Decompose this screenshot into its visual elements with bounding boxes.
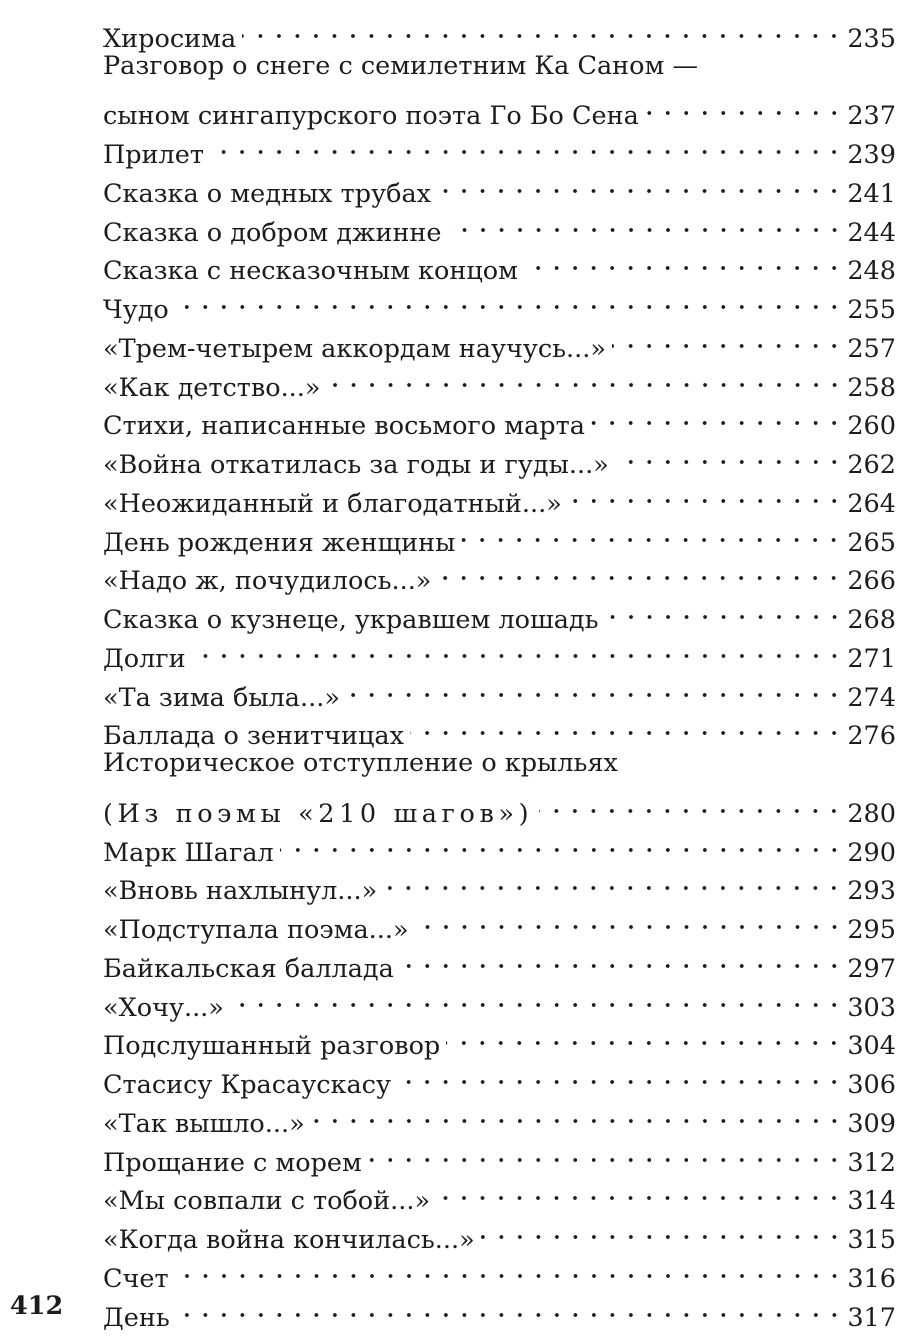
toc-entry-page-number: 293: [847, 872, 896, 911]
toc-entry: [103, 628, 896, 667]
toc-entry-page-number: 309: [847, 1105, 896, 1144]
toc-entry-page-number: 237: [847, 97, 896, 136]
dot-leader: [192, 628, 844, 667]
toc-entry-page-number: 248: [847, 252, 896, 291]
toc-entry-page-number: 239: [847, 136, 896, 175]
toc-entry-title: Историческое отступление о крыльях: [103, 744, 618, 783]
dot-leader: [568, 473, 844, 512]
dot-leader: [383, 861, 843, 900]
toc-entry-title: сыном сингапурского поэта Го Бо Сена: [103, 97, 639, 136]
dot-leader: [461, 512, 843, 551]
toc-entry-title: Байкальская баллада: [103, 950, 394, 989]
toc-entry: [103, 279, 896, 318]
toc-entry-title: Сказка с несказочным концом: [103, 252, 518, 291]
toc-entry-page-number: 276: [847, 717, 896, 756]
dot-leader: [446, 1016, 843, 1055]
toc-entry: [103, 744, 896, 822]
toc-entry-title: «Надо ж, почудилось...»: [103, 562, 431, 601]
toc-entry-title: «Хочу...»: [103, 989, 224, 1028]
toc-entry-page-number: 260: [847, 407, 896, 446]
dot-leader: [415, 899, 844, 938]
dot-leader: [481, 1209, 844, 1248]
toc-entry-page-number: 297: [847, 950, 896, 989]
dot-leader: [230, 977, 843, 1016]
toc-entry-line: [103, 124, 896, 163]
toc-entry-title: «Вновь нахлынул...»: [103, 872, 377, 911]
toc-entry-title: Прилет: [103, 136, 204, 175]
toc-entry-title: «Когда война кончилась...»: [103, 1221, 475, 1260]
toc-entry-title: Хиросима: [103, 20, 236, 59]
toc-entry-page-number: 266: [847, 562, 896, 601]
toc-entry-title: Подслушанный разговор: [103, 1027, 440, 1066]
dot-leader: [612, 318, 843, 357]
toc-entry-page-number: 264: [847, 485, 896, 524]
dot-leader: [615, 434, 844, 473]
toc-entry-page-number: 290: [847, 834, 896, 873]
dot-leader: [175, 1248, 844, 1287]
toc-entry-page-number: 306: [847, 1066, 896, 1105]
toc-entry-title: «Подступала поэма...»: [103, 911, 409, 950]
dot-leader: [591, 396, 843, 435]
toc-entry-page-number: 257: [847, 330, 896, 369]
toc-entry-page-number: 304: [847, 1027, 896, 1066]
toc-entry-title: День рождения женщины: [103, 524, 455, 563]
toc-entry-line: [103, 744, 896, 783]
toc-entry-line: [103, 279, 896, 318]
toc-entry-title: Сказка о добром джинне: [103, 214, 442, 253]
toc-entry-page-number: 268: [847, 601, 896, 640]
dot-leader: [605, 589, 844, 628]
toc-entry-title: «Как детство...»: [103, 369, 321, 408]
toc-entry-line: [103, 783, 896, 822]
toc-entry-title: «Неожиданный и благодатный...»: [103, 485, 562, 524]
dot-leader: [645, 86, 844, 125]
dot-leader: [327, 357, 844, 396]
page-number: 412: [10, 1287, 63, 1326]
toc-entry-line: [103, 47, 896, 86]
toc-entry: [103, 163, 896, 202]
toc-entry-title: Прощание с морем: [103, 1144, 362, 1183]
toc-entry-page-number: 316: [847, 1260, 896, 1299]
toc-entry-line: [103, 667, 896, 706]
toc-entry-title: Долги: [103, 640, 186, 679]
toc-entry-title: «Война откатилась за годы и гуды...»: [103, 446, 609, 485]
dot-leader: [437, 163, 843, 202]
toc-entry: [103, 1287, 896, 1326]
dot-leader: [280, 822, 844, 861]
toc-entry-title: Стихи, написанные восьмого марта: [103, 407, 585, 446]
toc-entry-page-number: 317: [847, 1299, 896, 1337]
toc-entry-page-number: 312: [847, 1144, 896, 1183]
dot-leader: [368, 1132, 843, 1171]
toc-entry-line: [103, 318, 896, 357]
dot-leader: [437, 551, 843, 590]
toc-entry-title: Разговор о снеге с семилетним Ка Саном —: [103, 47, 698, 86]
toc-entry-page-number: 271: [847, 640, 896, 679]
toc-entry-page-number: 258: [847, 369, 896, 408]
toc-entry-page-number: 274: [847, 679, 896, 718]
toc-entry-page-number: 315: [847, 1221, 896, 1260]
toc-entry-line: [103, 628, 896, 667]
toc-entry-line: [103, 1248, 896, 1287]
dot-leader: [346, 667, 843, 706]
toc-entry-page-number: 262: [847, 446, 896, 485]
dot-leader: [397, 1054, 843, 1093]
toc-entry-title: Сказка о медных трубах: [103, 175, 431, 214]
toc-entry-title: День: [103, 1299, 170, 1337]
dot-leader: [176, 1287, 844, 1326]
toc-entry-page-number: 255: [847, 291, 896, 330]
toc-entry-page-number: 244: [847, 214, 896, 253]
dot-leader: [175, 279, 844, 318]
toc-entry-page-number: 280: [847, 795, 896, 834]
toc-entry-page-number: 265: [847, 524, 896, 563]
toc-entry-line: [103, 163, 896, 202]
toc-entry-line: [103, 8, 896, 47]
toc-entry-page-number: 303: [847, 989, 896, 1028]
toc-entry: [103, 318, 896, 357]
table-of-contents: [103, 8, 896, 1326]
toc-entry-title: Баллада о зенитчицах: [103, 717, 404, 756]
dot-leader: [242, 8, 843, 47]
toc-entry-title: Сказка о кузнеце, укравшем лошадь: [103, 601, 599, 640]
toc-entry-line: [103, 1287, 896, 1326]
toc-entry-title: «Трем-четырем аккордам научусь...»: [103, 330, 606, 369]
toc-entry-title: Счет: [103, 1260, 169, 1299]
toc-entry-page-number: 314: [847, 1182, 896, 1221]
dot-leader: [539, 783, 843, 822]
toc-entry-title: Чудо: [103, 291, 169, 330]
toc-entry: [103, 667, 896, 706]
toc-entry: [103, 1248, 896, 1287]
toc-entry: [103, 124, 896, 163]
dot-leader: [410, 706, 843, 745]
dot-leader: [436, 1171, 843, 1210]
dot-leader: [210, 124, 843, 163]
dot-leader: [448, 202, 844, 241]
toc-entry: [103, 47, 896, 125]
dot-leader: [400, 938, 843, 977]
toc-entry: [103, 8, 896, 47]
toc-entry-page-number: 241: [847, 175, 896, 214]
toc-entry-page-number: 235: [847, 20, 896, 59]
toc-entry-page-number: 295: [847, 911, 896, 950]
toc-entry-line: [103, 86, 896, 125]
toc-entry-title: (Из поэмы «210 шагов»): [103, 795, 533, 834]
toc-entry-title: Стасису Красаускасу: [103, 1066, 391, 1105]
toc-entry-title: «Так вышло...»: [103, 1105, 305, 1144]
dot-leader: [524, 241, 843, 280]
toc-entry-title: «Та зима была...»: [103, 679, 340, 718]
toc-entry-title: Марк Шагал: [103, 834, 274, 873]
dot-leader: [311, 1093, 844, 1132]
toc-entry-title: «Мы совпали с тобой...»: [103, 1182, 430, 1221]
